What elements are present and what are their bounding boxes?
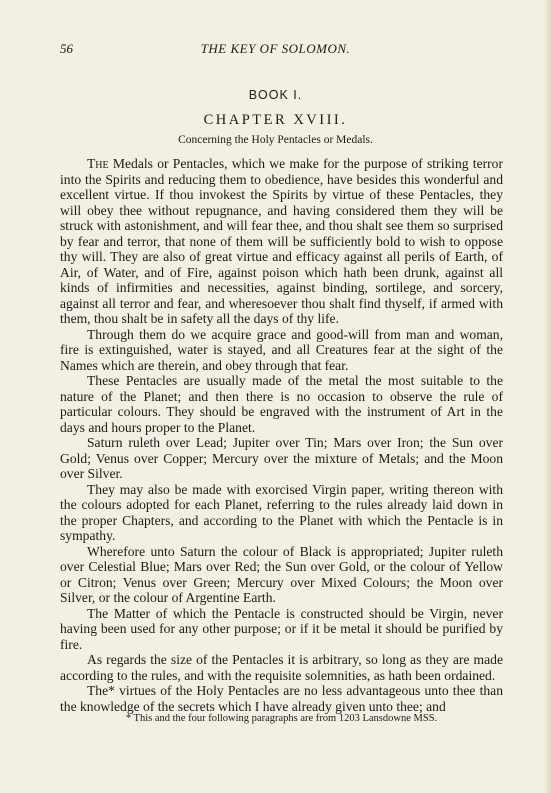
chapter-subtitle: Concerning the Holy Pentacles or Medals.	[178, 134, 373, 146]
paragraph-3: These Pentacles are usually made of the metal the most suitable to the nature of the Planet; and then there is no occasion to observe the rule of particular colours. They should be engraved with the instrument of Art in the days and hours proper to the Planet.	[60, 373, 503, 435]
opening-word: The	[87, 156, 109, 171]
running-head	[0, 41, 551, 57]
footnote: * This and the four following paragraphs are from 1203 Lansdowne MSS.	[125, 713, 438, 724]
paragraph-7: The Matter of which the Pentacle is constructed should be Virgin, never having been used for any other purpose; or if it be metal it should be purified by fire.	[60, 605, 503, 652]
paragraph-9: The* virtues of the Holy Pentacles are no less advantageous unto thee than the knowledge of the secrets which I have already given unto thee; and	[60, 683, 503, 714]
running-title: THE KEY OF SOLOMON.	[200, 41, 351, 56]
chapter-heading: CHAPTER XVIII.	[203, 112, 348, 128]
paragraph-6: Wherefore unto Saturn the colour of Black is appropriated; Jupiter ruleth over Celestial Blue; Mars over Red; the Sun over Gold, or the colour of Yellow or Citron; Venus over Green; Mercury over Mixed Colours; the Moon over Silver, or the colour of Argentine Earth.	[60, 543, 503, 605]
paragraph-8: As regards the size of the Pentacles it is arbitrary, so long as they are made according to the rules, and with the requisite solemnities, as hath been ordained.	[60, 652, 503, 683]
page-number: 56	[60, 41, 73, 56]
paragraph-1	[60, 156, 503, 327]
paragraph-5: They may also be made with exorcised Virgin paper, writing thereon with the colours adopted for each Planet, referring to the rules already laid down in the proper Chapters, and according to the Planet with which the Pentacle is in sympathy.	[60, 481, 503, 543]
body-text	[60, 156, 503, 714]
paragraph-4: Saturn ruleth over Lead; Jupiter over Tin; Mars over Iron; the Sun over Gold; Venus over Copper; Mercury over the mixture of Metals; and the Moon over Silver.	[60, 435, 503, 481]
paragraph-1-text: Medals or Pentacles, which we make for the purpose of striking terror into the Spirits and reducing them to obedience, have besides this wonderful and excellent virtue. If thou invokest the Spirits by virtue of these Pentacles, they will obey thee without repugnance, and having considered them they will be struck with astonishment, and will fear thee, and thou shalt see them so surprised by fear and terror, that none of them will be sufficiently bold to wish to oppose thy will. They are also of great virtue and efficacy against all perils of Earth, of Air, of Water, and of Fire, against poison which hath been drunk, against all kinds of infirmities and necessities, against binding, sortilege, and sorcery, against all terror and fear, and wheresoever thou shalt find thyself, if armed with them, thou shalt be in safety all the days of thy life.	[60, 156, 503, 326]
book-heading: BOOK I.	[248, 88, 303, 102]
paragraph-2: Through them do we acquire grace and good-will from man and woman, fire is extinguished, water is stayed, and all Creatures fear at the sight of the Names which are therein, and obey through that fear.	[60, 326, 503, 373]
